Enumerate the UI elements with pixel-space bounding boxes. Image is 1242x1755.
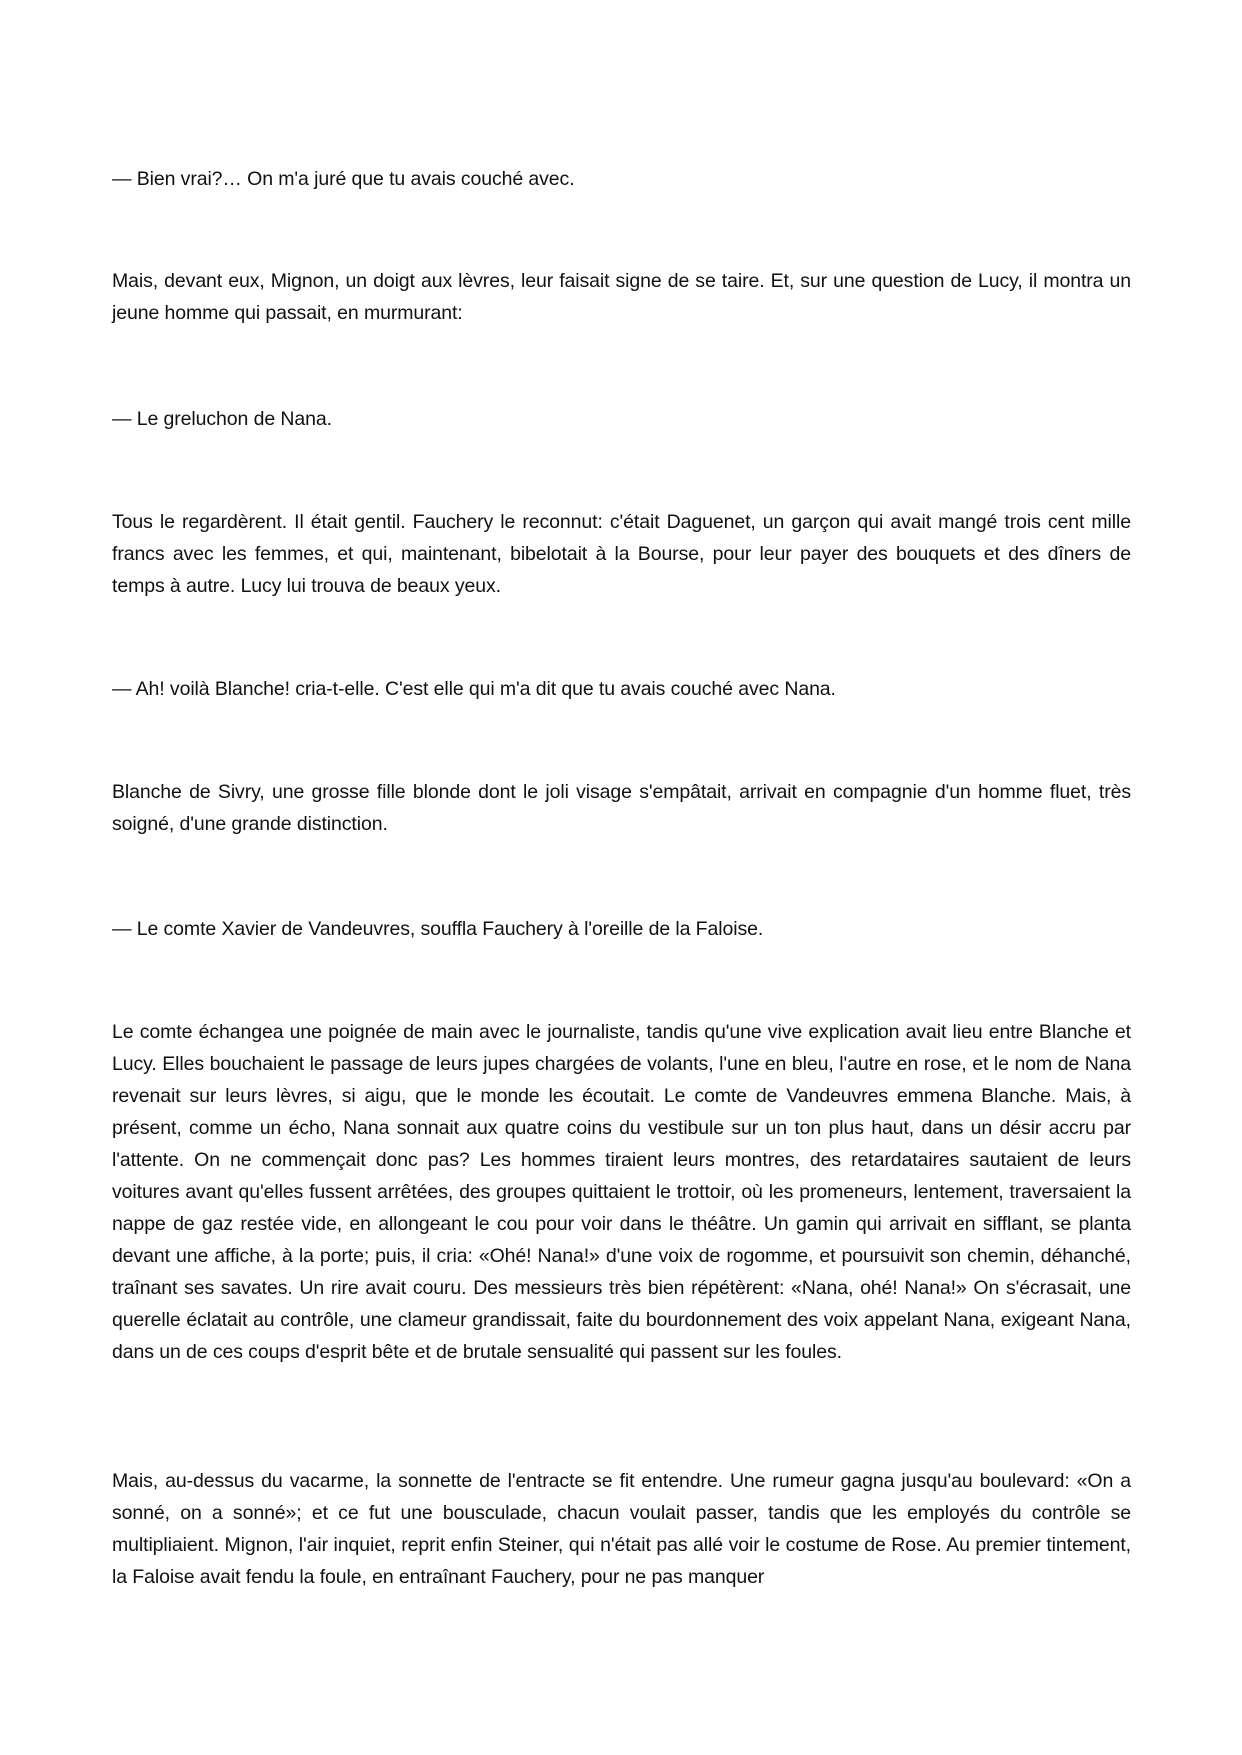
paragraph-dialogue-greluchon: — Le greluchon de Nana. [112,408,332,430]
paragraph-blanche-de-sivry: Blanche de Sivry, une grosse fille blonde dont le joli visage s'empâtait, arrivait en compagnie d'un homme fluet, très soigné, d'une grande distinction. [112,781,1131,835]
paragraph-vestibule-nana: Le comte échangea une poignée de main avec le journaliste, tandis qu'une vive explication avait lieu entre Blanche et Lucy. Elles bouchaient le passage de leurs jupes chargées de volants, l'une en bleu, l'autre en rose, et le nom de Nana revenait sur leurs lèvres, si aigu, que le monde les écoutait. Le comte de Vandeuvres emmena Blanche. Mais, à présent, comme un écho, Nana sonnait aux quatre coins du vestibule sur un ton plus haut, dans un désir accru par l'attente. On ne commençait donc pas? Les hommes tiraient leurs montres, des retardataires sautaient de leurs voitures avant qu'elles fussent arrêtées, des groupes quittaient le trottoir, où les promeneurs, lentement, traversaient la nappe de gaz restée vide, en allongeant le cou pour voir dans le théâtre. Un gamin qui arrivait en sifflant, se planta devant une affiche, à la porte; puis, il cria: «Ohé! Nana!» d'une voix de rogomme, et poursuivit son chemin, déhanché, traînant ses savates. Un rire avait couru. Des messieurs très bien répétèrent: «Nana, ohé! Nana!» On s'écrasait, une querelle éclatait au contrôle, une clameur grandissait, faite du bourdonnement des voix appelant Nana, exigeant Nana, dans un de ces coups d'esprit bête et de brutale sensualité qui passent sur les foules. [112,1021,1131,1363]
paragraph-sonnette-entracte: Mais, au-dessus du vacarme, la sonnette de l'entracte se fit entendre. Une rumeur gagna jusqu'au boulevard: «On a sonné, on a sonné»; et ce fut une bousculade, chacun voulait passer, tandis que les employés du contrôle se multipliaient. Mignon, l'air inquiet, reprit enfin Steiner, qui n'était pas allé voir le costume de Rose. Au premier tintement, la Faloise avait fendu la foule, en entraînant Fauchery, pour ne pas manquer [112,1470,1131,1588]
paragraph-daguenet: Tous le regardèrent. Il était gentil. Fauchery le reconnut: c'était Daguenet, un garçon qui avait mangé trois cent mille francs avec les femmes, et qui, maintenant, bibelotait à la Bourse, pour leur payer des bouquets et des dîners de temps à autre. Lucy lui trouva de beaux yeux. [112,511,1131,597]
paragraph-mignon-signe: Mais, devant eux, Mignon, un doigt aux lèvres, leur faisait signe de se taire. Et, sur une question de Lucy, il montra un jeune homme qui passait, en murmurant: [112,270,1131,324]
paragraph-dialogue-vandeuvres: — Le comte Xavier de Vandeuvres, souffla Fauchery à l'oreille de la Faloise. [112,918,764,940]
paragraph-dialogue-blanche: — Ah! voilà Blanche! cria-t-elle. C'est elle qui m'a dit que tu avais couché avec Nana. [112,678,836,700]
document-page [112,0,1131,1755]
paragraph-dialogue-bien-vrai: — Bien vrai?… On m'a juré que tu avais couché avec. [112,168,575,190]
